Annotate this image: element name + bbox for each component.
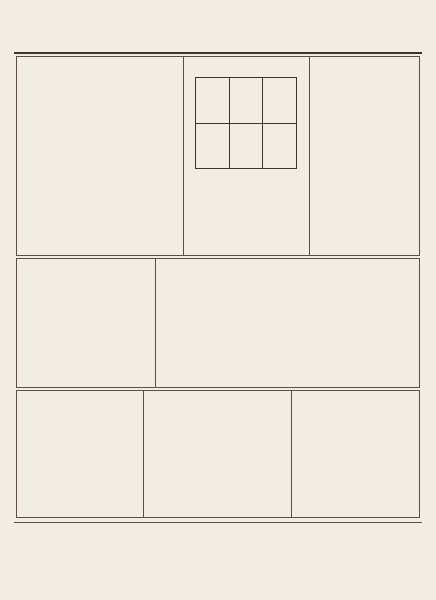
article-low-left (23, 397, 137, 511)
top-band (16, 56, 420, 256)
column-divider (155, 259, 156, 387)
column-divider (309, 57, 310, 255)
article-low-middle (149, 397, 285, 511)
lower-band (16, 390, 420, 518)
imprint-block (16, 528, 96, 594)
article-top-left (23, 63, 177, 249)
grid-line (196, 123, 296, 124)
puzzle-figure (189, 63, 301, 171)
article-mid-right (163, 265, 413, 381)
masthead-rule (14, 52, 422, 54)
article-low-right (295, 397, 413, 511)
article-mid-left (23, 265, 149, 381)
article-top-right (309, 63, 413, 249)
article-top-middle (193, 175, 303, 249)
column-divider (291, 391, 292, 517)
footer-rule (14, 522, 422, 523)
puzzle-grid (195, 77, 297, 169)
column-divider (183, 57, 184, 255)
middle-band (16, 258, 420, 388)
column-divider (143, 391, 144, 517)
masthead (14, 28, 422, 50)
